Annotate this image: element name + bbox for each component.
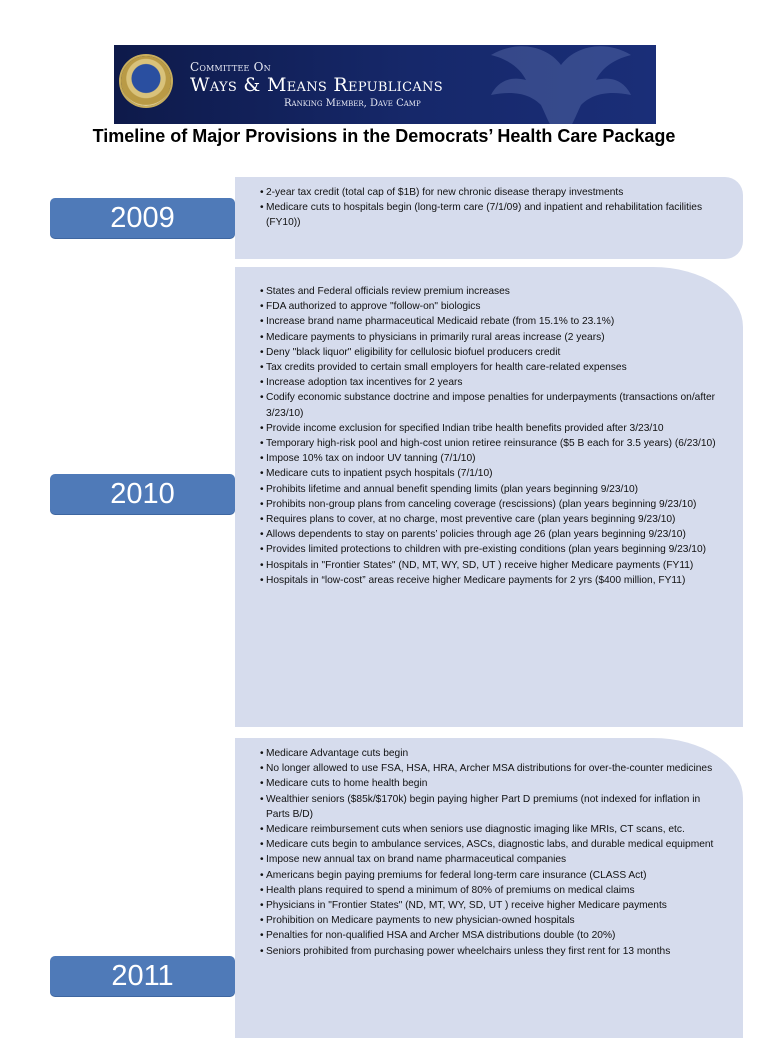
provision-text: 2-year tax credit (total cap of $1B) for new chronic disease therapy investments bbox=[266, 187, 624, 198]
provision-text: Medicare Advantage cuts begin bbox=[266, 748, 409, 759]
year-label-2011: 2011 bbox=[50, 956, 235, 996]
banner-organization-name: Ways & Means Republicans bbox=[190, 74, 443, 96]
provision-item bbox=[257, 451, 725, 466]
provision-item bbox=[257, 436, 725, 451]
bullet-icon: • bbox=[260, 839, 264, 851]
provision-text: Impose new annual tax on brand name pharmaceutical companies bbox=[266, 854, 567, 866]
bullet-icon: • bbox=[260, 824, 264, 836]
bullet-icon: • bbox=[260, 202, 264, 214]
bullet-icon: • bbox=[260, 316, 264, 328]
provision-item bbox=[257, 360, 725, 375]
page-title: Timeline of Major Provisions in the Democrats’ Health Care Package bbox=[92, 126, 676, 146]
committee-seal-icon bbox=[121, 56, 171, 106]
provision-text: Penalties for non-qualified HSA and Archer MSA distributions double (to 20%) bbox=[266, 930, 616, 942]
bullet-icon: • bbox=[260, 483, 264, 495]
provision-item bbox=[257, 868, 725, 883]
bullet-icon: • bbox=[260, 377, 264, 389]
bullet-icon: • bbox=[260, 187, 264, 198]
provision-text: Prohibits non-group plans from canceling coverage (rescissions) (plan years beginning 9/23/10) bbox=[266, 498, 697, 510]
provision-text: Medicare cuts to home health begin bbox=[266, 778, 428, 790]
provision-item bbox=[257, 898, 725, 913]
bullet-icon: • bbox=[260, 748, 264, 759]
provision-item bbox=[257, 761, 725, 776]
provision-text: Medicare cuts to hospitals begin (long-term care (7/1/09) and inpatient and rehabilitation facilities (FY10)) bbox=[266, 202, 703, 229]
provision-item bbox=[257, 299, 725, 314]
header-banner bbox=[114, 45, 656, 124]
bullet-icon: • bbox=[260, 514, 264, 526]
bullet-icon: • bbox=[260, 498, 264, 510]
bullet-icon: • bbox=[260, 869, 264, 881]
bullet-icon: • bbox=[260, 900, 264, 912]
provision-text: Increase adoption tax incentives for 2 years bbox=[266, 377, 463, 389]
provision-item bbox=[257, 482, 725, 497]
provision-text: No longer allowed to use FSA, HSA, HRA, Archer MSA distributions for over-the-counter medicines bbox=[266, 763, 713, 775]
provision-item bbox=[257, 542, 725, 557]
provision-text: Allows dependents to stay on parents’ policies through age 26 (plan years beginning 9/23/10) bbox=[266, 529, 686, 541]
provision-text: Requires plans to cover, at no charge, most preventive care (plan years beginning 9/23/10) bbox=[266, 514, 676, 526]
bullet-icon: • bbox=[260, 422, 264, 434]
year-panel-2011 bbox=[235, 738, 743, 1038]
provision-text: Provide income exclusion for specified Indian tribe health benefits provided after 3/23/10 bbox=[266, 422, 664, 434]
provision-item bbox=[257, 913, 725, 928]
banner-committee-label: Committee On bbox=[190, 60, 271, 74]
provision-item bbox=[257, 390, 725, 420]
provision-item bbox=[257, 558, 725, 573]
bullet-icon: • bbox=[260, 346, 264, 358]
provision-list bbox=[257, 185, 725, 231]
provision-item bbox=[257, 330, 725, 345]
bullet-icon: • bbox=[260, 468, 264, 480]
provision-text: Physicians in "Frontier States" (ND, MT, WY, SD, UT ) receive higher Medicare payments bbox=[266, 900, 667, 912]
bullet-icon: • bbox=[260, 453, 264, 465]
bullet-icon: • bbox=[260, 301, 264, 313]
provision-list bbox=[257, 746, 725, 959]
bullet-icon: • bbox=[260, 331, 264, 343]
provision-item bbox=[257, 573, 725, 588]
banner-ranking-member: Ranking Member, Dave Camp bbox=[284, 98, 421, 109]
provision-text: Hospitals in “low-cost” areas receive higher Medicare payments for 2 yrs ($400 million, FY11) bbox=[266, 574, 686, 586]
provision-item bbox=[257, 928, 725, 943]
year-label-2010: 2010 bbox=[50, 474, 235, 514]
provision-text: Medicare payments to physicians in primarily rural areas increase (2 years) bbox=[266, 331, 605, 343]
bullet-icon: • bbox=[260, 529, 264, 541]
provision-text: Hospitals in "Frontier States" (ND, MT, WY, SD, UT ) receive higher Medicare payments (FY11) bbox=[266, 559, 694, 571]
provision-text: Provides limited protections to children with pre-existing conditions (plan years beginning 9/23/10) bbox=[266, 544, 706, 556]
bullet-icon: • bbox=[260, 559, 264, 571]
bullet-icon: • bbox=[260, 574, 264, 586]
provision-text: States and Federal officials review premium increases bbox=[266, 286, 510, 297]
bullet-icon: • bbox=[260, 544, 264, 556]
provision-text: FDA authorized to approve "follow-on" biologics bbox=[266, 301, 481, 313]
bullet-icon: • bbox=[260, 793, 264, 805]
eagle-watermark-icon bbox=[486, 45, 636, 124]
provision-text: Wealthier seniors ($85k/$170k) begin paying higher Part D premiums (not indexed for inflation in Parts B/D) bbox=[266, 793, 701, 820]
bullet-icon: • bbox=[260, 438, 264, 450]
provision-item bbox=[257, 375, 725, 390]
provision-text: Medicare cuts begin to ambulance services, ASCs, diagnostic labs, and durable medical equipment bbox=[266, 839, 714, 851]
provision-text: Deny "black liquor" eligibility for cellulosic biofuel producers credit bbox=[266, 346, 561, 358]
provision-item bbox=[257, 314, 725, 329]
provision-item bbox=[257, 200, 725, 230]
provision-item bbox=[257, 512, 725, 527]
provision-text: Medicare reimbursement cuts when seniors use diagnostic imaging like MRIs, CT scans, etc. bbox=[266, 824, 685, 836]
bullet-icon: • bbox=[260, 915, 264, 927]
provision-item bbox=[257, 466, 725, 481]
provision-item bbox=[257, 852, 725, 867]
provision-text: Americans begin paying premiums for federal long-term care insurance (CLASS Act) bbox=[266, 869, 647, 881]
provision-item bbox=[257, 822, 725, 837]
provision-item bbox=[257, 185, 725, 200]
provision-list bbox=[257, 284, 725, 588]
year-panel-2010 bbox=[235, 267, 743, 727]
provision-item bbox=[257, 776, 725, 791]
provision-text: Prohibition on Medicare payments to new physician-owned hospitals bbox=[266, 915, 575, 927]
provision-text: Codify economic substance doctrine and impose penalties for underpayments (transactions on/after 3/23/10) bbox=[266, 392, 716, 419]
bullet-icon: • bbox=[260, 884, 264, 896]
provision-item bbox=[257, 944, 725, 959]
bullet-icon: • bbox=[260, 362, 264, 374]
provision-item bbox=[257, 792, 725, 822]
provision-text: Seniors prohibited from purchasing power wheelchairs unless they first rent for 13 months bbox=[266, 945, 671, 957]
provision-item bbox=[257, 497, 725, 512]
bullet-icon: • bbox=[260, 392, 264, 404]
provision-item bbox=[257, 746, 725, 761]
bullet-icon: • bbox=[260, 854, 264, 866]
provision-item bbox=[257, 284, 725, 299]
bullet-icon: • bbox=[260, 778, 264, 790]
bullet-icon: • bbox=[260, 763, 264, 775]
year-panel-2009 bbox=[235, 177, 743, 259]
provision-item bbox=[257, 883, 725, 898]
bullet-icon: • bbox=[260, 945, 264, 957]
bullet-icon: • bbox=[260, 286, 264, 297]
provision-text: Impose 10% tax on indoor UV tanning (7/1/10) bbox=[266, 453, 476, 465]
provision-text: Medicare cuts to inpatient psych hospitals (7/1/10) bbox=[266, 468, 493, 480]
provision-text: Prohibits lifetime and annual benefit spending limits (plan years beginning 9/23/10) bbox=[266, 483, 639, 495]
provision-text: Health plans required to spend a minimum of 80% of premiums on medical claims bbox=[266, 884, 635, 896]
provision-text: Temporary high-risk pool and high-cost union retiree reinsurance ($5 B each for 3.5 years) (6/23/10) bbox=[266, 438, 716, 450]
provision-text: Increase brand name pharmaceutical Medicaid rebate (from 15.1% to 23.1%) bbox=[266, 316, 615, 328]
provision-item bbox=[257, 837, 725, 852]
provision-item bbox=[257, 421, 725, 436]
provision-item bbox=[257, 527, 725, 542]
year-label-2009: 2009 bbox=[50, 198, 235, 238]
provision-text: Tax credits provided to certain small employers for health care-related expenses bbox=[266, 362, 627, 374]
provision-item bbox=[257, 345, 725, 360]
bullet-icon: • bbox=[260, 930, 264, 942]
